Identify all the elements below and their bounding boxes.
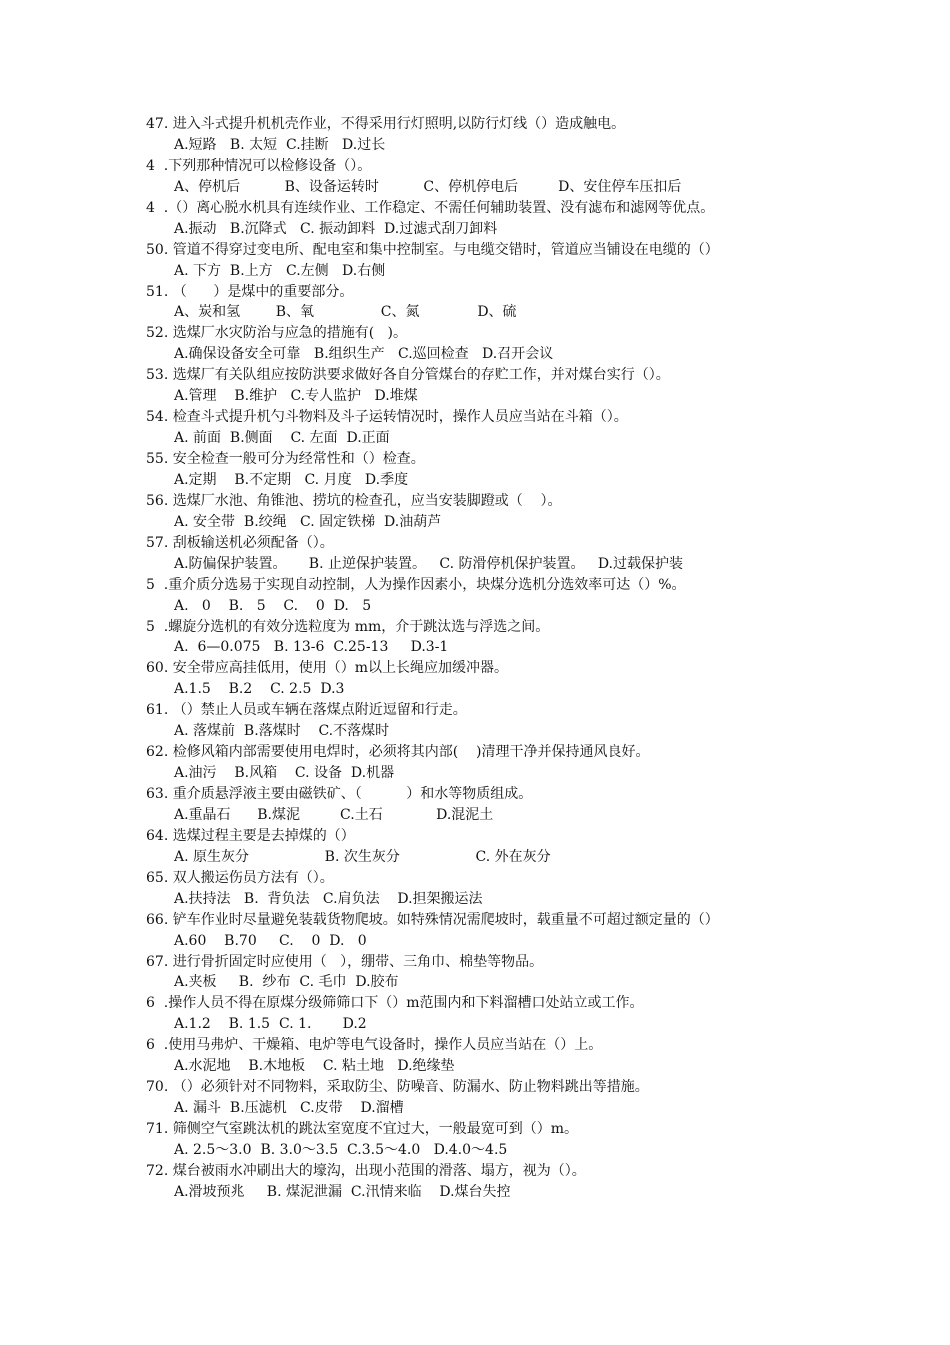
question-text: 4 .下列那种情况可以检修设备（）。 <box>146 157 372 174</box>
question-text: 65. 双人搬运伤员方法有（）。 <box>146 869 334 886</box>
question-text: 51. （ ）是煤中的重要部分。 <box>146 283 354 300</box>
question-item <box>146 910 866 952</box>
question-text: 72. 煤台被雨水冲刷出大的壕沟，出现小范围的滑落、塌方，视为（）。 <box>146 1162 586 1179</box>
question-text: 50. 管道不得穿过变电所、配电室和集中控制室。与电缆交错时，管道应当铺设在电缆的（） <box>146 241 719 258</box>
question-options: A.定期 B.不定期 C. 月度 D.季度 <box>174 471 409 488</box>
question-options: A.确保设备安全可靠 B.组织生产 C.巡回检查 D.召开会议 <box>174 346 554 363</box>
question-text: 62. 检修风箱内部需要使用电焊时，必须将其内部( )清理干净并保持通风良好。 <box>146 744 650 761</box>
question-item <box>146 993 866 1035</box>
question-item <box>146 1035 866 1077</box>
question-options: A.夹板 B. 纱布 C. 毛巾 D.胶布 <box>174 974 399 991</box>
question-options: A.扶持法 B. 背负法 C.肩负法 D.担架搬运法 <box>174 890 483 907</box>
question-options: A.短路 B. 太短 C.挂断 D.过长 <box>174 136 386 153</box>
question-item <box>146 742 866 784</box>
question-item <box>146 114 866 156</box>
question-item <box>146 323 866 365</box>
question-item <box>146 1119 866 1161</box>
question-options: A. 安全带 B.绞绳 C. 固定铁梯 D.油葫芦 <box>174 513 442 530</box>
question-text: 60. 安全带应高挂低用，使用（）m以上长绳应加缓冲器。 <box>146 660 508 677</box>
question-item <box>146 491 866 533</box>
question-text: 6 .操作人员不得在原煤分级筛筛口下（）m范围内和下料溜槽口处站立或工作。 <box>146 995 644 1012</box>
question-options: A.重晶石 B.煤泥 C.土石 D.混泥土 <box>174 806 494 823</box>
question-item <box>146 1077 866 1119</box>
question-text: 4 .（）离心脱水机具有连续作业、工作稳定、不需任何辅助装置、没有滤布和滤网等优点。 <box>146 199 715 216</box>
question-item <box>146 658 866 700</box>
question-options: A. 0 B. 5 C. 0 D. 5 <box>174 597 372 614</box>
question-options: A.油污 B.风箱 C. 设备 D.机器 <box>174 765 395 782</box>
question-text: 71. 筛侧空气室跳汰机的跳汰室宽度不宜过大，一般最宽可到（）m。 <box>146 1121 578 1137</box>
question-text: 67. 进行骨折固定时应使用（ ），绷带、三角巾、棉垫等物品。 <box>146 953 544 970</box>
question-text: 66. 铲车作业时尽量避免装载货物爬坡。如特殊情况需爬坡时，载重量不可超过额定量的（） <box>146 911 719 928</box>
question-item <box>146 282 866 324</box>
question-text: 53. 选煤厂有关队组应按防洪要求做好各自分管煤台的存贮工作，并对煤台实行（）。 <box>146 367 670 384</box>
question-options: A、停机后 B、设备运转时 C、停机停电后 D、安住停车压扣后 <box>174 178 682 195</box>
question-item <box>146 407 866 449</box>
question-item <box>146 575 866 617</box>
question-options: A.1.5 B.2 C. 2.5 D.3 <box>174 681 345 698</box>
question-text: 56. 选煤厂水池、角锥池、捞坑的检查孔，应当安装脚蹬或（ ）。 <box>146 492 562 509</box>
question-text: 64. 选煤过程主要是去掉煤的（） <box>146 827 355 844</box>
question-item <box>146 826 866 868</box>
question-options: A.60 B.70 C. 0 D. 0 <box>174 932 367 949</box>
question-item <box>146 617 866 659</box>
question-item <box>146 868 866 910</box>
question-text: 6 .使用马弗炉、干燥箱、电炉等电气设备时，操作人员应当站在（）上。 <box>146 1037 603 1054</box>
question-text: 61. （）禁止人员或车辆在落煤点附近逗留和行走。 <box>146 702 467 719</box>
question-text: 70. （）必须针对不同物料，采取防尘、防噪音、防漏水、防止物料跳出等措施。 <box>146 1079 649 1096</box>
question-options: A、炭和氢 B、氧 C、氮 D、硫 <box>174 304 517 321</box>
question-text: 47. 进入斗式提升机机壳作业，不得采用行灯照明,以防行灯线（）造成触电。 <box>146 116 626 132</box>
question-options: A.管理 B.维护 C.专人监护 D.堆煤 <box>174 388 418 405</box>
question-options: A. 漏斗 B.压滤机 C.皮带 D.溜槽 <box>174 1100 404 1117</box>
question-item <box>146 198 866 240</box>
question-text: 57. 刮板输送机必须配备（）。 <box>146 534 334 551</box>
question-item <box>146 449 866 491</box>
question-text: 54. 检查斗式提升机勺斗物料及斗子运转情况时，操作人员应当站在斗箱（）。 <box>146 409 628 426</box>
question-item <box>146 1161 866 1203</box>
question-options: A. 前面 B.侧面 C. 左面 D.正面 <box>174 430 390 447</box>
question-text: 52. 选煤厂水灾防治与应急的措施有( )。 <box>146 325 407 342</box>
question-options: A. 原生灰分 B. 次生灰分 C. 外在灰分 <box>174 848 551 865</box>
question-options: A. 下方 B.上方 C.左侧 D.右侧 <box>174 262 386 279</box>
question-options: A. 2.5～3.0 B. 3.0～3.5 C.3.5～4.0 D.4.0～4.5 <box>174 1141 508 1158</box>
question-item <box>146 156 866 198</box>
question-item <box>146 533 866 575</box>
question-item <box>146 784 866 826</box>
question-list <box>146 114 866 1203</box>
question-item <box>146 952 866 994</box>
question-options: A.振动 B.沉降式 C. 振动卸料 D.过滤式刮刀卸料 <box>174 220 498 237</box>
question-text: 5 .重介质分选易于实现自动控制，人为操作因素小，块煤分选机分选效率可达（）%。 <box>146 576 686 593</box>
question-options: A.水泥地 B.木地板 C. 粘土地 D.绝缘垫 <box>174 1058 455 1075</box>
question-item <box>146 240 866 282</box>
question-text: 63. 重介质悬浮液主要由磁铁矿、（ ）和水等物质组成。 <box>146 786 533 802</box>
question-text: 5 .螺旋分选机的有效分选粒度为 mm，介于跳汰选与浮选之间。 <box>146 618 550 635</box>
question-item <box>146 365 866 407</box>
question-options: A. 落煤前 B.落煤时 C.不落煤时 <box>174 723 390 740</box>
question-options: A.防偏保护装置。 B. 止逆保护装置。 C. 防滑停机保护装置。 D.过载保护装 <box>174 555 683 572</box>
question-options: A. 6—0.075 B. 13-6 C.25-13 D.3-1 <box>174 639 449 656</box>
question-options: A.滑坡预兆 B. 煤泥泄漏 C.汛情来临 D.煤台失控 <box>174 1183 511 1200</box>
question-text: 55. 安全检查一般可分为经常性和（）检查。 <box>146 451 425 467</box>
question-item <box>146 700 866 742</box>
question-options: A.1.2 B. 1.5 C. 1. D.2 <box>174 1016 367 1033</box>
